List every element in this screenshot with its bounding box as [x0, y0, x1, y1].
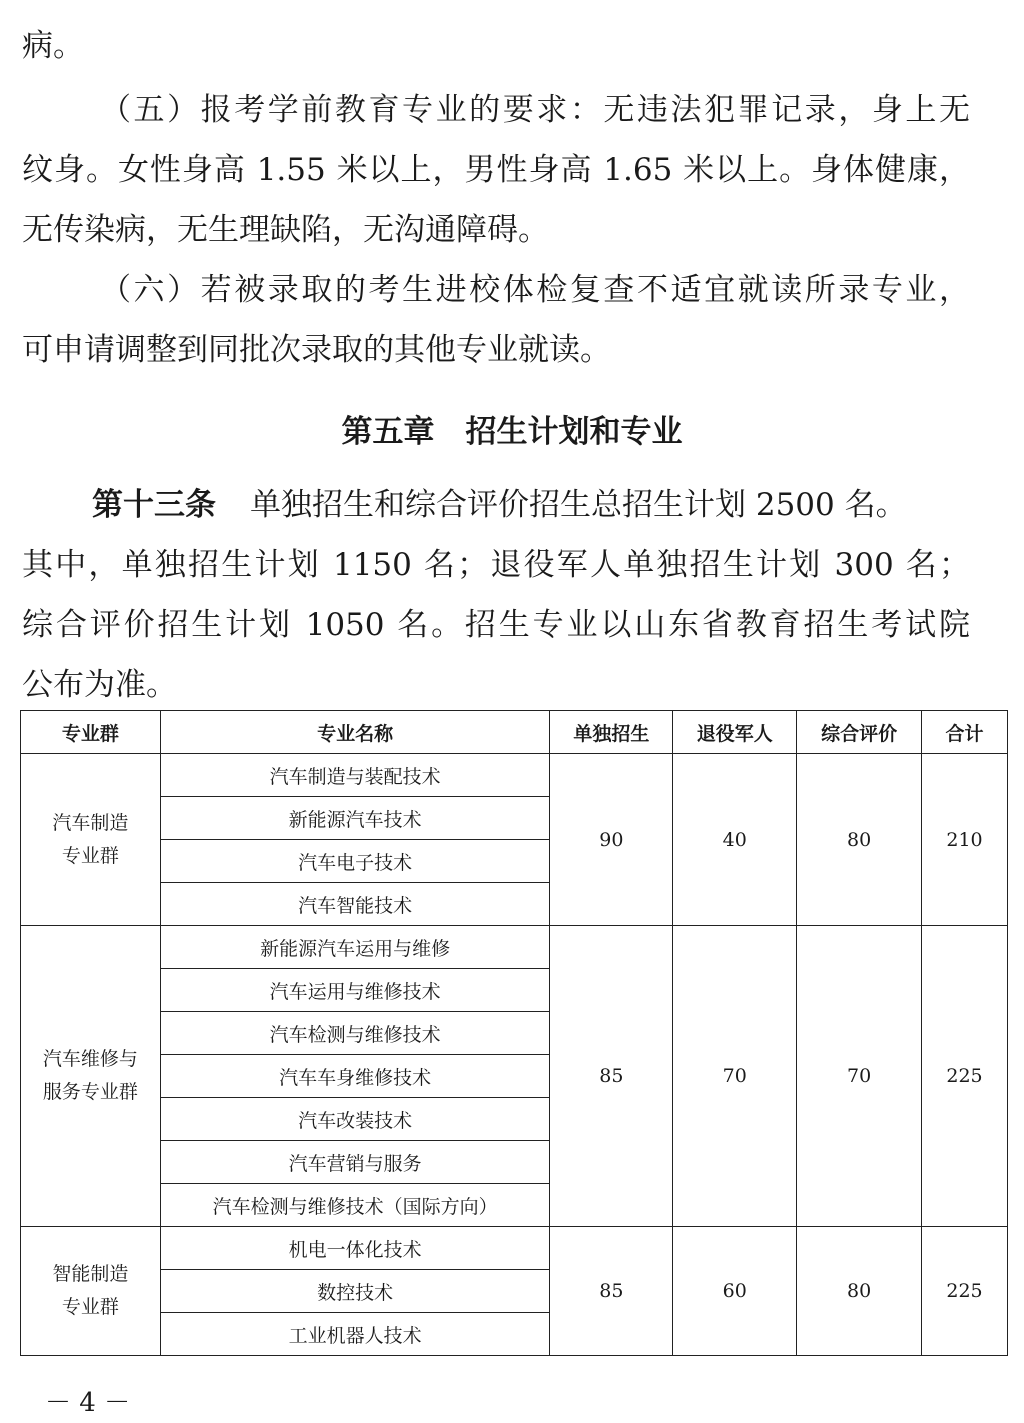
article-first-line — [92, 483, 970, 527]
page-number: － 4 － — [45, 1388, 131, 1418]
header-cell: 单独招生 — [550, 711, 673, 754]
table-header-row — [21, 711, 1008, 754]
text-line: 纹身。女性身高 1.55 米以上，男性身高 1.65 米以上。身体健康， — [22, 152, 970, 188]
major-name-cell: 新能源汽车技术 — [160, 797, 550, 840]
table-row — [21, 1227, 1008, 1270]
text-line: 无传染病，无生理缺陷，无沟通障碍。 — [22, 212, 549, 248]
enrollment-plan-table — [20, 710, 1008, 1356]
table-row — [21, 754, 1008, 797]
text-line: （六）若被录取的考生进校体检复查不适宜就读所录专业， — [100, 272, 970, 308]
header-cell: 合计 — [922, 711, 1008, 754]
major-name-cell: 汽车检测与维修技术（国际方向） — [160, 1184, 550, 1227]
group-name-line: 专业群 — [61, 1296, 119, 1318]
single-enrollment-cell: 90 — [550, 754, 673, 926]
major-name-cell: 机电一体化技术 — [160, 1227, 550, 1270]
header-cell: 退役军人 — [673, 711, 797, 754]
comprehensive-evaluation-cell: 80 — [797, 1227, 922, 1356]
text-line: 可申请调整到同批次录取的其他专业就读。 — [22, 332, 611, 368]
major-name-cell: 汽车检测与维修技术 — [160, 1012, 550, 1055]
major-name-cell: 汽车运用与维修技术 — [160, 969, 550, 1012]
chapter-heading: 第五章 招生计划和专业 — [341, 414, 683, 450]
major-name-cell: 汽车营销与服务 — [160, 1141, 550, 1184]
single-enrollment-cell: 85 — [550, 926, 673, 1227]
group-name-line: 专业群 — [61, 844, 119, 867]
group-name-line: 汽车维修与 — [42, 1048, 138, 1070]
header-cell: 专业名称 — [160, 711, 550, 754]
total-cell: 225 — [922, 1227, 1008, 1356]
total-cell: 210 — [922, 754, 1008, 926]
text-line: （五）报考学前教育专业的要求：无违法犯罪记录，身上无 — [100, 92, 970, 128]
veteran-enrollment-cell: 40 — [673, 754, 797, 926]
header-cell: 专业群 — [21, 711, 161, 754]
text-line: 公布为准。 — [22, 667, 177, 703]
major-name-cell: 数控技术 — [160, 1270, 550, 1313]
text-line: 单独招生和综合评价招生总招生计划 2500 名。 — [250, 487, 907, 523]
veteran-enrollment-cell: 60 — [673, 1227, 797, 1356]
single-enrollment-cell: 85 — [550, 1227, 673, 1356]
group-name-line: 智能制造 — [52, 1263, 129, 1285]
text-line: 其中，单独招生计划 1150 名；退役军人单独招生计划 300 名； — [22, 547, 970, 583]
table-row — [21, 926, 1008, 969]
major-name-cell: 汽车智能技术 — [160, 883, 550, 926]
comprehensive-evaluation-cell: 80 — [797, 754, 922, 926]
article-label: 第十三条 — [92, 487, 216, 523]
comprehensive-evaluation-cell: 70 — [797, 926, 922, 1227]
text-line: 病。 — [22, 28, 84, 64]
group-name-cell — [21, 754, 161, 926]
major-name-cell: 汽车电子技术 — [160, 840, 550, 883]
total-cell: 225 — [922, 926, 1008, 1227]
major-name-cell: 新能源汽车运用与维修 — [160, 926, 550, 969]
group-name-line: 服务专业群 — [42, 1081, 138, 1103]
group-name-line: 汽车制造 — [52, 811, 129, 834]
veteran-enrollment-cell: 70 — [673, 926, 797, 1227]
major-name-cell: 汽车制造与装配技术 — [160, 754, 550, 797]
major-name-cell: 汽车改装技术 — [160, 1098, 550, 1141]
major-name-cell: 汽车车身维修技术 — [160, 1055, 550, 1098]
header-cell: 综合评价 — [797, 711, 922, 754]
group-name-cell — [21, 926, 161, 1227]
major-name-cell: 工业机器人技术 — [160, 1313, 550, 1356]
text-line: 综合评价招生计划 1050 名。招生专业以山东省教育招生考试院 — [22, 607, 970, 643]
group-name-cell — [21, 1227, 161, 1356]
